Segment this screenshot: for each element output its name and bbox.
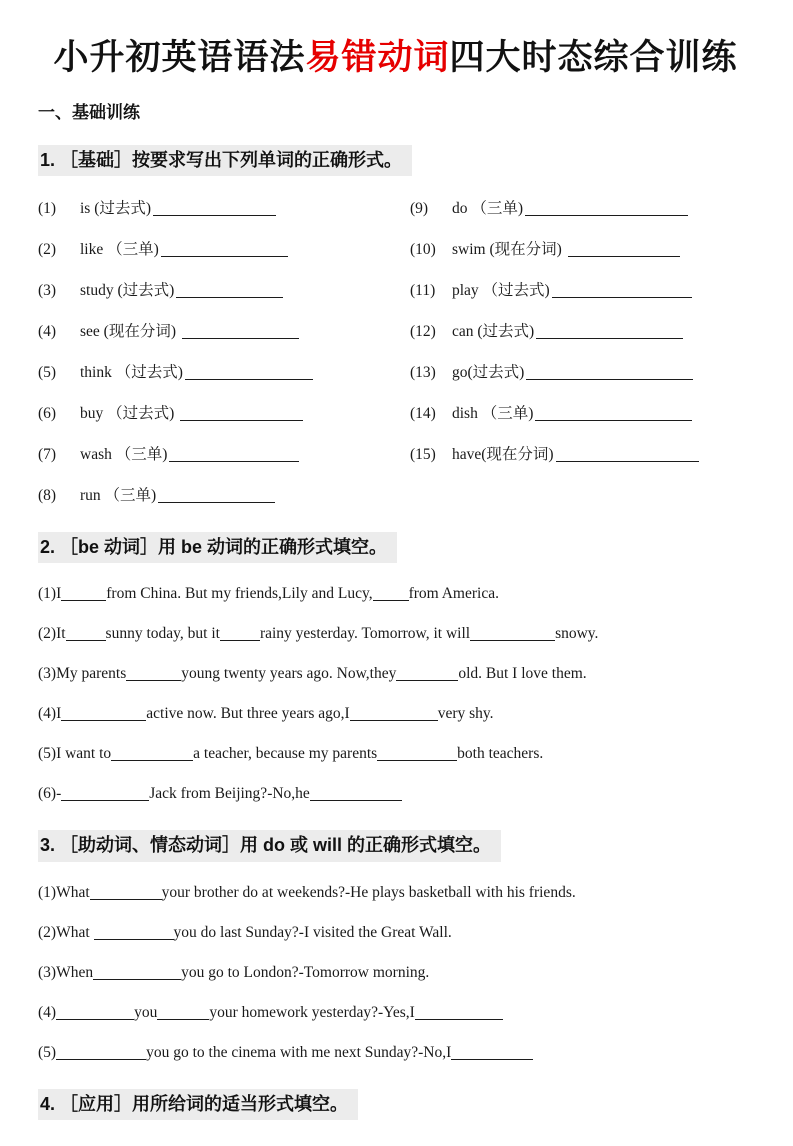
item-word: do （三单)	[452, 200, 524, 218]
answer-blank[interactable]	[56, 1046, 146, 1060]
answer-blank[interactable]	[61, 707, 146, 721]
item-word: run （三单)	[80, 487, 157, 505]
text-segment: (1)What	[38, 883, 90, 901]
question1-heading: 1. ［基础］按要求写出下列单词的正确形式。	[38, 145, 412, 176]
item-number: (2)	[38, 241, 57, 259]
item-word: can (过去式)	[452, 323, 535, 341]
page-title	[38, 36, 753, 80]
q3-sentence-4	[38, 1002, 753, 1023]
text-segment: (2)It	[38, 625, 66, 643]
text-segment: (4)I	[38, 705, 62, 723]
question3-heading: 3. ［助动词、情态动词］用 do 或 will 的正确形式填空。	[38, 830, 501, 861]
q2-sentence-6	[38, 783, 753, 804]
text-segment: you do last Sunday?-I visited the Great Wall.	[173, 923, 452, 941]
item-number: (8)	[38, 487, 57, 505]
word-item-8	[38, 483, 410, 524]
text-segment: (3)When	[38, 963, 94, 981]
q2-sentence-4	[38, 703, 753, 724]
text-segment: your brother do at weekends?-He plays basketball with his friends.	[161, 883, 576, 901]
answer-blank[interactable]	[568, 243, 680, 257]
answer-blank[interactable]	[157, 1006, 209, 1020]
text-segment: a teacher, because my parents	[193, 745, 378, 763]
answer-blank[interactable]	[161, 243, 288, 257]
item-number: (14)	[410, 405, 436, 423]
answer-blank[interactable]	[396, 667, 458, 681]
item-word: wash （三单)	[80, 446, 168, 464]
answer-blank[interactable]	[153, 202, 276, 216]
q2-sentence-1	[38, 583, 753, 604]
q3-sentence-2	[38, 922, 753, 943]
q2-sentence-3	[38, 663, 753, 684]
item-number: (15)	[410, 446, 436, 464]
answer-blank[interactable]	[556, 448, 699, 462]
answer-blank[interactable]	[56, 1006, 134, 1020]
answer-blank[interactable]	[220, 627, 260, 641]
title-part-red-highlight: 易错动词	[305, 38, 450, 77]
item-word: study (过去式)	[80, 282, 175, 300]
word-item-10	[410, 237, 753, 278]
text-segment: (5)I want to	[38, 745, 112, 763]
word-item-13	[410, 360, 753, 401]
answer-blank[interactable]	[94, 926, 174, 940]
text-segment: from America.	[408, 585, 499, 603]
word-item-9	[410, 196, 753, 237]
text-segment: active now. But three years ago,I	[146, 705, 350, 723]
title-part-left: 小升初英语语法	[53, 38, 306, 77]
word-item-15	[410, 442, 753, 483]
answer-blank[interactable]	[535, 407, 692, 421]
item-word: swim (现在分词)	[452, 241, 566, 259]
answer-blank[interactable]	[350, 707, 438, 721]
item-word: like （三单)	[80, 241, 159, 259]
answer-blank[interactable]	[185, 366, 313, 380]
text-segment: (2)What	[38, 923, 94, 941]
word-form-list	[38, 196, 753, 524]
answer-blank[interactable]	[470, 627, 555, 641]
item-number: (4)	[38, 323, 57, 341]
answer-blank[interactable]	[526, 366, 693, 380]
q3-sentence-1	[38, 882, 753, 903]
q3-sentence-3	[38, 962, 753, 983]
word-item-3	[38, 278, 410, 319]
question2-heading-row	[38, 532, 753, 563]
text-segment: rainy yesterday. Tomorrow, it will	[259, 625, 471, 643]
q3-sentence-5	[38, 1042, 753, 1063]
text-segment: very shy.	[437, 705, 494, 723]
answer-blank[interactable]	[377, 747, 457, 761]
text-segment: both teachers.	[457, 745, 544, 763]
text-segment: (6)-	[38, 785, 62, 803]
item-word: go(过去式)	[452, 364, 525, 382]
item-number: (7)	[38, 446, 57, 464]
text-segment: you	[134, 1003, 158, 1021]
question4-heading: 4. ［应用］用所给词的适当形式填空。	[38, 1089, 358, 1120]
answer-blank[interactable]	[66, 627, 106, 641]
word-item-5	[38, 360, 410, 401]
item-word: buy （过去式)	[80, 405, 179, 423]
answer-blank[interactable]	[373, 587, 409, 601]
word-item-7	[38, 442, 410, 483]
text-segment: snowy.	[555, 625, 599, 643]
question4-heading-row	[38, 1089, 753, 1120]
item-word: play （过去式)	[452, 282, 550, 300]
text-segment: Jack from Beijing?-No,he	[149, 785, 310, 803]
answer-blank[interactable]	[61, 787, 149, 801]
section-heading-basic-training: 一、基础训练	[38, 102, 140, 122]
answer-blank[interactable]	[310, 787, 402, 801]
answer-blank[interactable]	[451, 1046, 533, 1060]
item-word: is (过去式)	[80, 200, 152, 218]
text-segment: old. But I love them.	[458, 665, 587, 683]
item-number: (10)	[410, 241, 436, 259]
text-segment: (4)	[38, 1003, 57, 1021]
item-number: (6)	[38, 405, 57, 423]
answer-blank[interactable]	[525, 202, 688, 216]
item-number: (3)	[38, 282, 57, 300]
item-number: (5)	[38, 364, 57, 382]
answer-blank[interactable]	[61, 587, 106, 601]
item-word: dish （三单)	[452, 405, 534, 423]
word-list-left-column	[38, 196, 410, 524]
question1-heading-row	[38, 145, 753, 176]
answer-blank[interactable]	[415, 1006, 503, 1020]
word-item-14	[410, 401, 753, 442]
item-word: have(现在分词)	[452, 446, 554, 464]
item-word: think （过去式)	[80, 364, 183, 382]
answer-blank[interactable]	[176, 284, 283, 298]
q2-sentence-2	[38, 623, 753, 644]
text-segment: young twenty years ago. Now,they	[181, 665, 397, 683]
word-item-4	[38, 319, 410, 360]
answer-blank[interactable]	[169, 448, 299, 462]
item-word: see (现在分词)	[80, 323, 180, 341]
text-segment: you go to the cinema with me next Sunday?-No,I	[146, 1043, 452, 1061]
question3-heading-row	[38, 830, 753, 861]
word-item-11	[410, 278, 753, 319]
title-part-right: 四大时态综合训练	[449, 38, 738, 77]
answer-blank[interactable]	[552, 284, 692, 298]
item-number: (11)	[410, 282, 436, 300]
word-item-2	[38, 237, 410, 278]
text-segment: you go to London?-Tomorrow morning.	[181, 963, 430, 981]
answer-blank[interactable]	[180, 407, 303, 421]
question2-heading: 2. ［be 动词］用 be 动词的正确形式填空。	[38, 532, 397, 563]
word-list-right-column	[410, 196, 753, 524]
text-segment: (5)	[38, 1043, 57, 1061]
word-item-1	[38, 196, 410, 237]
answer-blank[interactable]	[126, 667, 181, 681]
answer-blank[interactable]	[93, 966, 181, 980]
q2-sentence-5	[38, 743, 753, 764]
word-item-6	[38, 401, 410, 442]
text-segment: your homework yesterday?-Yes,I	[209, 1003, 415, 1021]
item-number: (1)	[38, 200, 57, 218]
item-number: (12)	[410, 323, 436, 341]
answer-blank[interactable]	[158, 489, 275, 503]
answer-blank[interactable]	[111, 747, 193, 761]
text-segment: (3)My parents	[38, 665, 127, 683]
text-segment: sunny today, but it	[105, 625, 220, 643]
text-segment: (1)I	[38, 585, 62, 603]
answer-blank[interactable]	[90, 886, 162, 900]
text-segment: from China. But my friends,Lily and Lucy,	[106, 585, 373, 603]
item-number: (13)	[410, 364, 436, 382]
item-number: (9)	[410, 200, 429, 218]
answer-blank[interactable]	[182, 325, 299, 339]
answer-blank[interactable]	[536, 325, 683, 339]
word-item-12	[410, 319, 753, 360]
